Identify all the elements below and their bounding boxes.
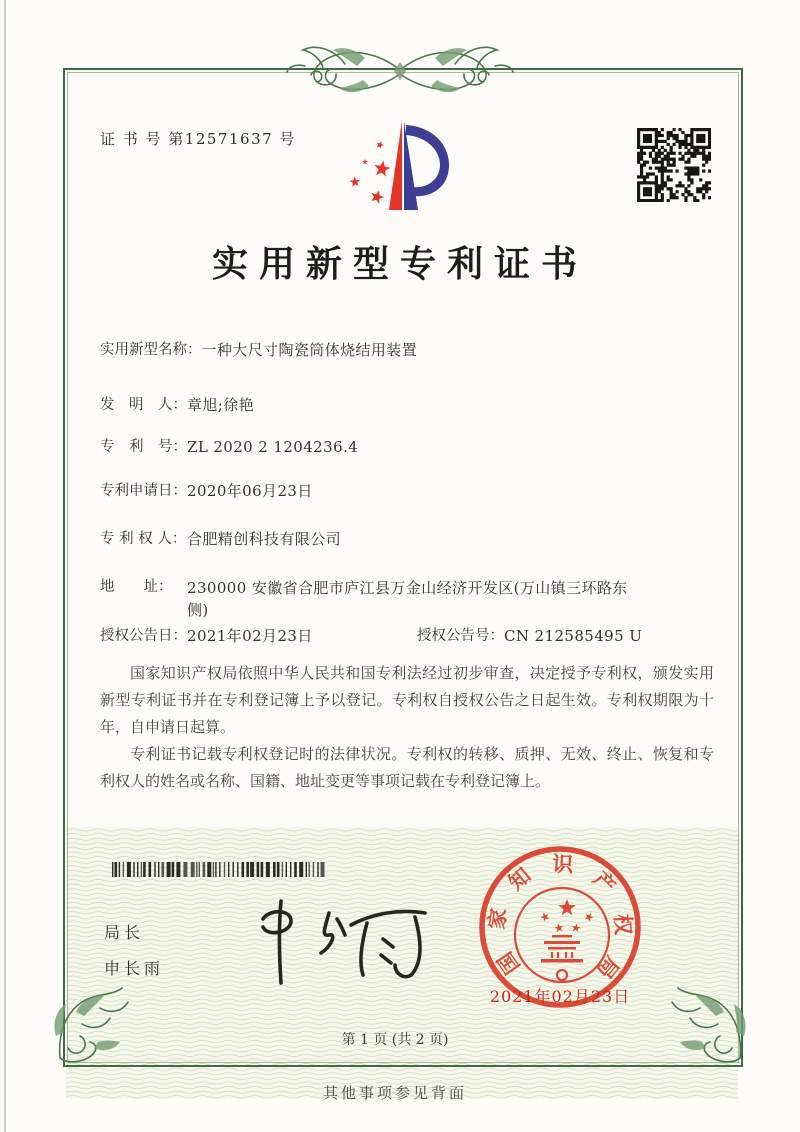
field-value: 章旭;徐艳 (187, 396, 255, 414)
director-name: 申长雨 (104, 959, 165, 978)
corner-flourish-right (652, 978, 752, 1070)
field-row-filing-date (100, 481, 675, 502)
cnipa-logo-icon (340, 113, 465, 218)
grant-number-pair (417, 626, 642, 647)
barcode-icon (112, 862, 329, 877)
certificate-number: 证 书 号 第12571637 号 (100, 130, 296, 148)
field-label: 授权公告号： (417, 628, 504, 644)
field-label: 发 明 人： (100, 397, 187, 413)
field-label: 专 利 号： (100, 439, 187, 455)
field-row-invention-name (100, 340, 675, 361)
field-label: 地 址： (100, 579, 173, 595)
seal-date: 2021年02月23日 (489, 987, 631, 1006)
body-paragraph-1: 国家知识产权局依照中华人民共和国专利法经过初步审查，决定授予专利权，颁发实用新型专利证书并在专利登记簿上予以登记。专利权自授权公告之日起生效。专利权期限为十年，自申请日起算。 (100, 664, 714, 736)
field-value: 合肥精创科技有限公司 (187, 530, 342, 548)
field-value: 230000 安徽省合肥市庐江县万金山经济开发区(万山镇三环路东侧) (187, 579, 628, 619)
director-title-label: 局长 (104, 923, 145, 942)
field-label: 实用新型名称： (100, 342, 202, 358)
field-value: ZL 2020 2 1204236.4 (187, 438, 359, 456)
body-paragraph-2: 专利证书记载专利权登记时的法律状况。专利权的转移、质押、无效、终止、恢复和专利权人的姓名或名称、国籍、地址变更等事项记载在专利登记簿上。 (100, 745, 714, 790)
svg-text:家: 家 (483, 906, 512, 931)
back-side-note: 其他事项参见背面 (322, 1084, 467, 1102)
top-flourish-ornament (285, 36, 515, 106)
field-value: CN 212585495 U (504, 627, 643, 645)
svg-text:国: 国 (492, 947, 525, 979)
field-row-grant-date-and-number (100, 626, 675, 647)
field-row-patentee (100, 529, 675, 550)
field-row-patent-number (100, 437, 675, 458)
field-label: 授权公告日： (100, 628, 187, 644)
qr-code-icon (637, 128, 711, 202)
legal-body-text (100, 660, 714, 795)
field-label: 专 利 权 人： (100, 531, 187, 547)
svg-text:识: 识 (551, 851, 574, 877)
director-signature-icon (233, 883, 433, 993)
certificate-title: 实用新型专利证书 (211, 243, 588, 285)
paper-edge-line (4, 0, 6, 1132)
page-number: 第 1 页 (共 2 页) (341, 1032, 449, 1048)
field-row-inventor (100, 395, 675, 416)
svg-text:局: 局 (592, 951, 625, 984)
corner-flourish-left (48, 978, 148, 1070)
svg-text:权: 权 (610, 913, 636, 936)
field-label: 专利申请日： (100, 483, 187, 499)
svg-text:知: 知 (503, 862, 536, 895)
svg-text:产: 产 (588, 866, 621, 899)
field-value: 一种大尺寸陶瓷筒体烧结用装置 (201, 341, 418, 359)
field-value: 2020年06月23日 (187, 482, 313, 500)
field-value: 2021年02月23日 (187, 627, 313, 645)
field-row-address (100, 577, 675, 621)
